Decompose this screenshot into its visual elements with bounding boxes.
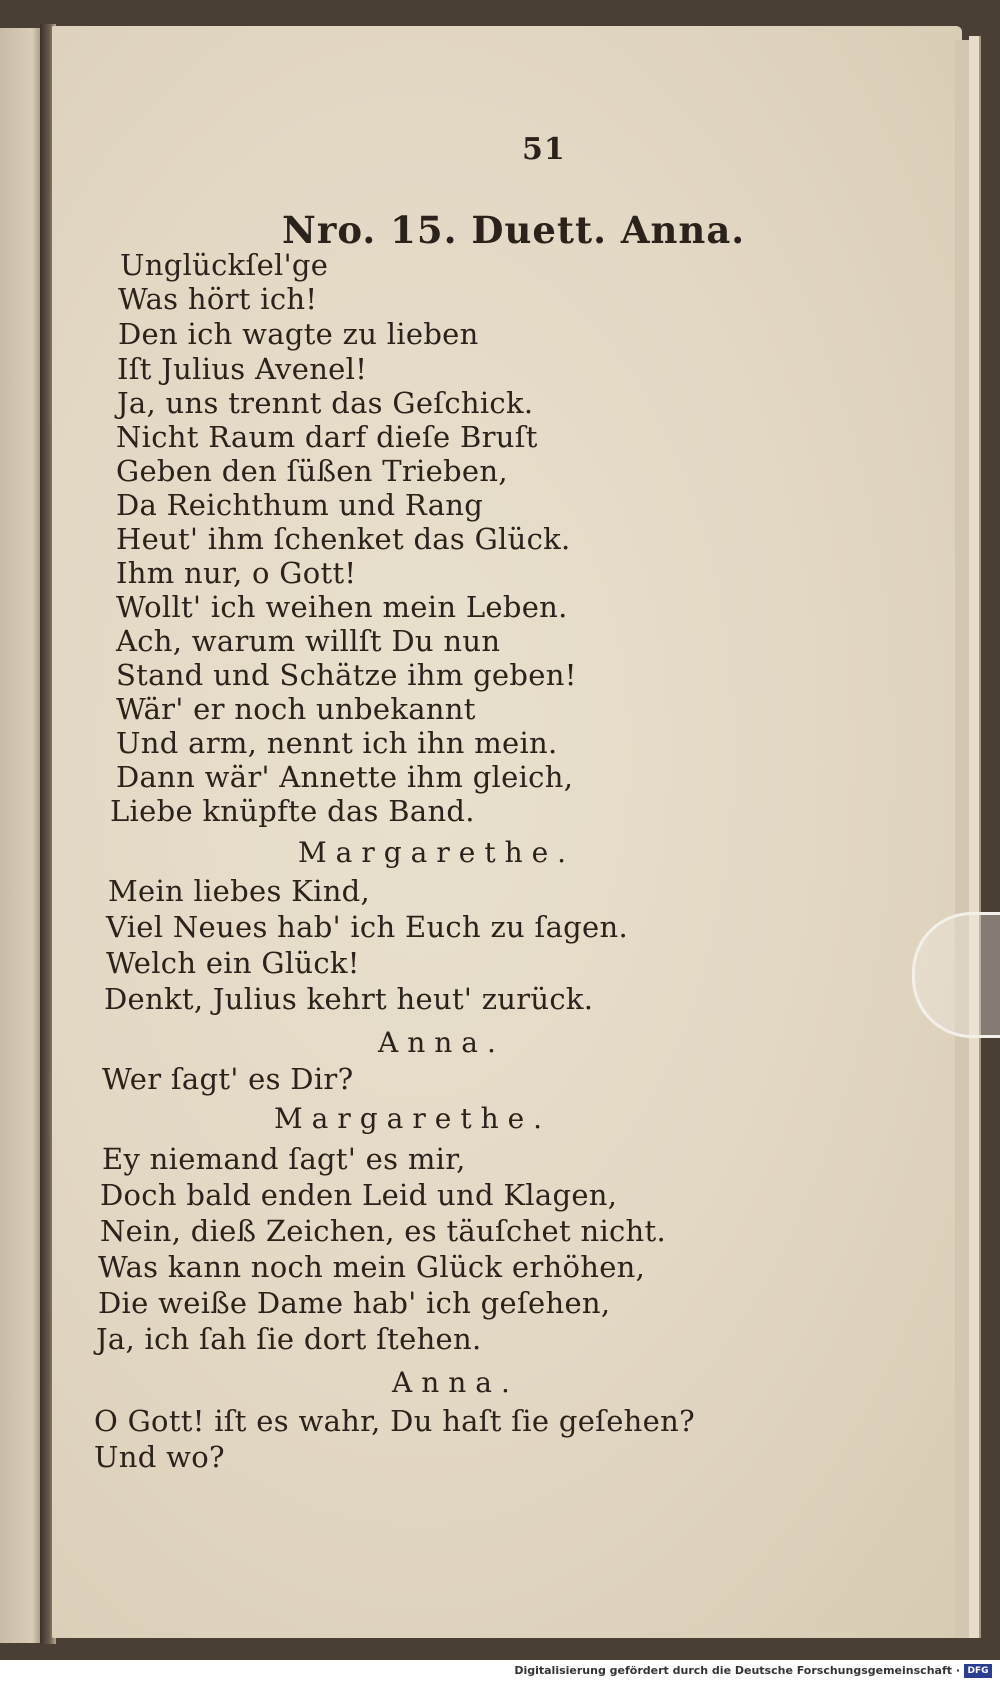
text-line: Und arm, nennt ich ihn mein. bbox=[116, 726, 558, 760]
text-line: Die weiße Dame hab' ich geſehen, bbox=[98, 1286, 611, 1320]
page-heading: Nro. 15. Duett. Anna. bbox=[282, 208, 746, 252]
text-line: Wollt' ich weihen mein Leben. bbox=[116, 590, 568, 624]
text-line: Viel Neues hab' ich Euch zu ſagen. bbox=[106, 910, 628, 944]
text-line: Ihm nur, o Gott! bbox=[116, 556, 357, 590]
page-stack-edge bbox=[969, 36, 981, 1638]
text-line: Nicht Raum darf dieſe Bruſt bbox=[116, 420, 538, 454]
text-line: Ja, uns trennt das Geſchick. bbox=[117, 386, 534, 420]
speaker-label: Margarethe. bbox=[274, 1102, 552, 1135]
text-line: Iſt Julius Avenel! bbox=[117, 352, 368, 386]
text-line: Ach, warum willſt Du nun bbox=[116, 624, 501, 658]
text-line: Denkt, Julius kehrt heut' zurück. bbox=[104, 982, 594, 1016]
speaker-label: Margarethe. bbox=[298, 836, 576, 869]
text-line: Ja, ich ſah ſie dort ſtehen. bbox=[96, 1322, 482, 1356]
text-line: Nein, dieß Zeichen, es täuſchet nicht. bbox=[100, 1214, 667, 1248]
text-line: Unglückſel'ge bbox=[120, 248, 329, 282]
footer-bar bbox=[0, 1661, 1000, 1682]
text-line: Da Reichthum und Rang bbox=[116, 488, 484, 522]
text-line: Wär' er noch unbekannt bbox=[116, 692, 476, 726]
text-line: Doch bald enden Leid und Klagen, bbox=[100, 1178, 618, 1212]
dfg-logo-icon: DFG bbox=[964, 1664, 992, 1678]
text-line: Heut' ihm ſchenket das Glück. bbox=[116, 522, 571, 556]
text-line: Dann wär' Annette ihm gleich, bbox=[116, 760, 574, 794]
text-line: Und wo? bbox=[94, 1440, 225, 1474]
text-line: Welch ein Glück! bbox=[106, 946, 360, 980]
speaker-label: Anna. bbox=[392, 1366, 519, 1399]
text-line: O Gott! iſt es wahr, Du haſt ſie geſehen? bbox=[94, 1404, 695, 1438]
footer-credit: Digitalisierung gefördert durch die Deutsche Forschungsgemeinschaft · bbox=[514, 1664, 960, 1677]
speaker-label: Anna. bbox=[378, 1026, 505, 1059]
text-line: Geben den ſüßen Trieben, bbox=[116, 454, 508, 488]
text-line: Stand und Schätze ihm geben! bbox=[116, 658, 577, 692]
text-line: Liebe knüpfte das Band. bbox=[110, 794, 475, 828]
text-line: Was hört ich! bbox=[118, 282, 318, 316]
text-line: Den ich wagte zu lieben bbox=[118, 317, 479, 351]
text-line: Ey niemand ſagt' es mir, bbox=[102, 1142, 466, 1176]
text-line: Wer ſagt' es Dir? bbox=[102, 1062, 354, 1096]
page-number: 51 bbox=[522, 132, 566, 167]
text-line: Mein liebes Kind, bbox=[108, 874, 371, 908]
book-page bbox=[52, 26, 962, 1638]
text-line: Was kann noch mein Glück erhöhen, bbox=[98, 1250, 646, 1284]
